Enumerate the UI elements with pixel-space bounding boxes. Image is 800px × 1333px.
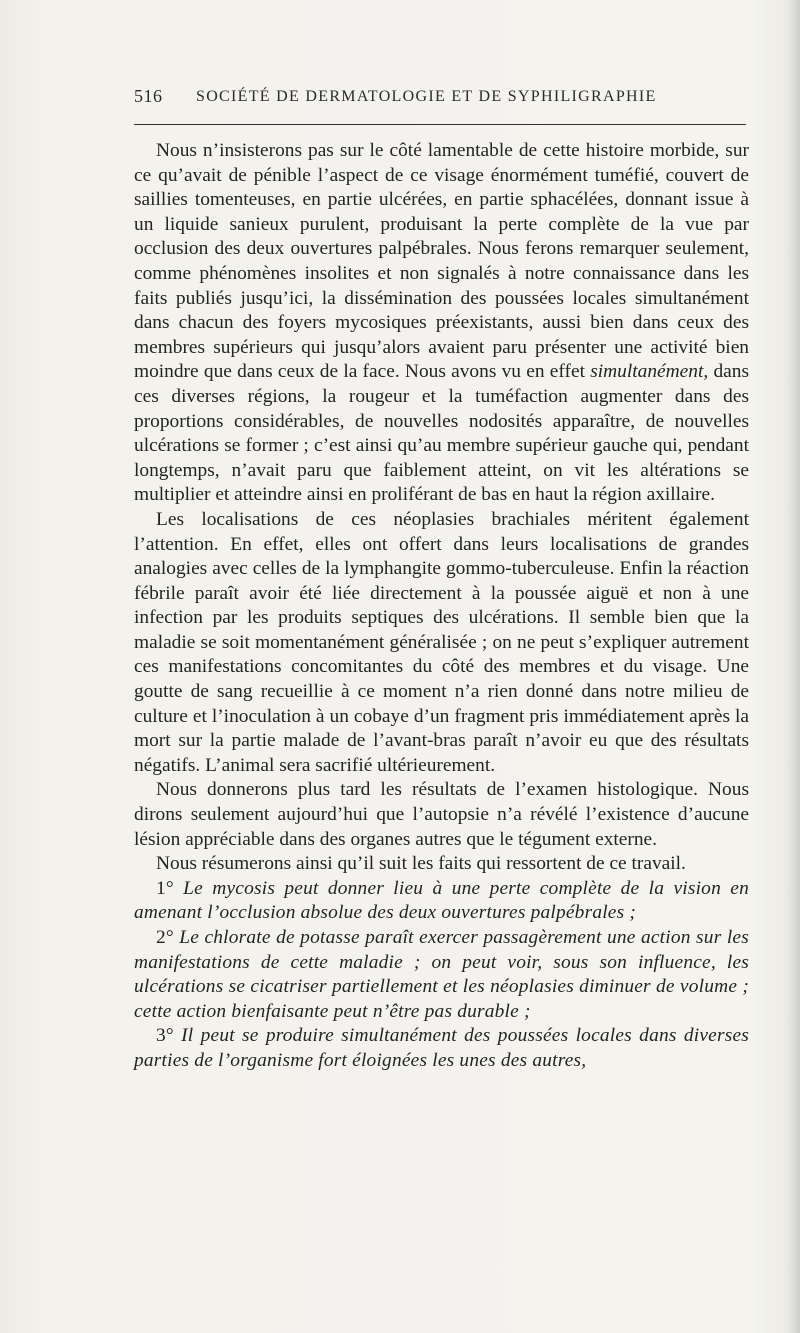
paragraph: Les localisations de ces néoplasies brachiales méritent également l’attention. En effet, elles ont offert dans leurs localisations de grandes analogies avec celles de la lymphangite gommo-tuberculeuse. Enfin la réaction fébrile paraît avoir été liée directement à la poussée aiguë et non à une infection par les produits septiques des ulcérations. Il semble bien que la maladie se soit momentanément généralisée ; on ne peut s’expliquer autrement ces manifestations concomitantes du côté des membres et du visage. Une goutte de sang recueillie à ce moment n’a rien donné dans notre milieu de culture et l’inoculation à un cobaye d’un fragment pris immédiatement après la mort sur la partie malade de l’avant-bras paraît n’avoir eu que des résultats négatifs. L’animal sera sacrifié ultérieurement.	[134, 508, 749, 776]
conclusion-number: 1°	[156, 877, 174, 899]
conclusion-number: 2°	[156, 927, 174, 948]
body-text	[134, 139, 749, 1074]
paragraph-text: Nous n’insisterons pas sur le côté lamentable de cette histoire morbide, sur ce qu’avait de pénible l’aspect de ce visage énormément tuméfié, couvert de saillies tomenteuses, en partie ulcérées, en partie sphacélées, donnant issue à un liquide sanieux purulent, produisant la perte complète de la vue par occlusion des deux ouvertures palpébrales. Nous ferons remarquer seulement, comme phénomènes insolites et non signalés à notre connaissance dans les faits publiés jusqu’ici, la dissémination des poussées locales simultanément dans chacun des foyers mycosiques préexistants, aussi bien dans ceux des membres supérieurs qui jusqu’alors avaient paru présenter une activité bien moindre que dans ceux de la face. Nous avons vu en effet	[134, 140, 749, 383]
paragraph: Nous donnerons plus tard les résultats de l’examen histologique. Nous dirons seulement aujourd’hui que l’autopsie n’a révélé l’existence d’aucune lésion appréciable dans des organes autres que le tégument externe.	[134, 779, 749, 850]
paragraph: Nous résumerons ainsi qu’il suit les faits qui ressortent de ce travail.	[156, 853, 686, 875]
paragraph	[134, 139, 749, 508]
page-header	[134, 86, 746, 110]
running-head: SOCIÉTÉ DE DERMATOLOGIE ET DE SYPHILIGRAPHIE	[196, 88, 657, 105]
emphasis-simultanement: simultanément,	[590, 361, 709, 383]
conclusion-item	[134, 877, 749, 926]
header-rule	[134, 124, 746, 125]
conclusion-text: Le chlorate de potasse paraît exercer passagèrement une action sur les manifestations de cette maladie ; on peut voir, sous son influence, les ulcérations se cicatriser partiellement et les néoplasies diminuer de volume ; cette action bienfaisante peut n’être pas durable ;	[134, 927, 749, 1022]
paragraph-text: dans ces diverses régions, la rougeur et la tuméfaction augmenter dans des proportions considérables, de nouvelles nodosités apparaître, de nouvelles ulcérations se former ; c’est ainsi qu’au membre supérieur gauche qui, pendant longtemps, n’avait paru que faiblement atteint, on vit les altérations se multiplier et atteindre ainsi en proliférant de bas en haut la région axillaire.	[134, 361, 750, 506]
conclusion-text: Le mycosis peut donner lieu à une perte complète de la vision en amenant l’occlusion absolue des deux ouvertures palpébrales ;	[134, 877, 749, 924]
conclusion-item	[134, 926, 749, 1024]
page-edge-shadow	[786, 0, 800, 1333]
conclusion-text: Il peut se produire simultanément des poussées locales dans diverses parties de l’organisme fort éloignées les unes des autres,	[134, 1025, 749, 1071]
page-number: 516	[134, 86, 163, 106]
conclusion-item	[134, 1024, 749, 1073]
conclusion-number: 3°	[156, 1025, 174, 1047]
